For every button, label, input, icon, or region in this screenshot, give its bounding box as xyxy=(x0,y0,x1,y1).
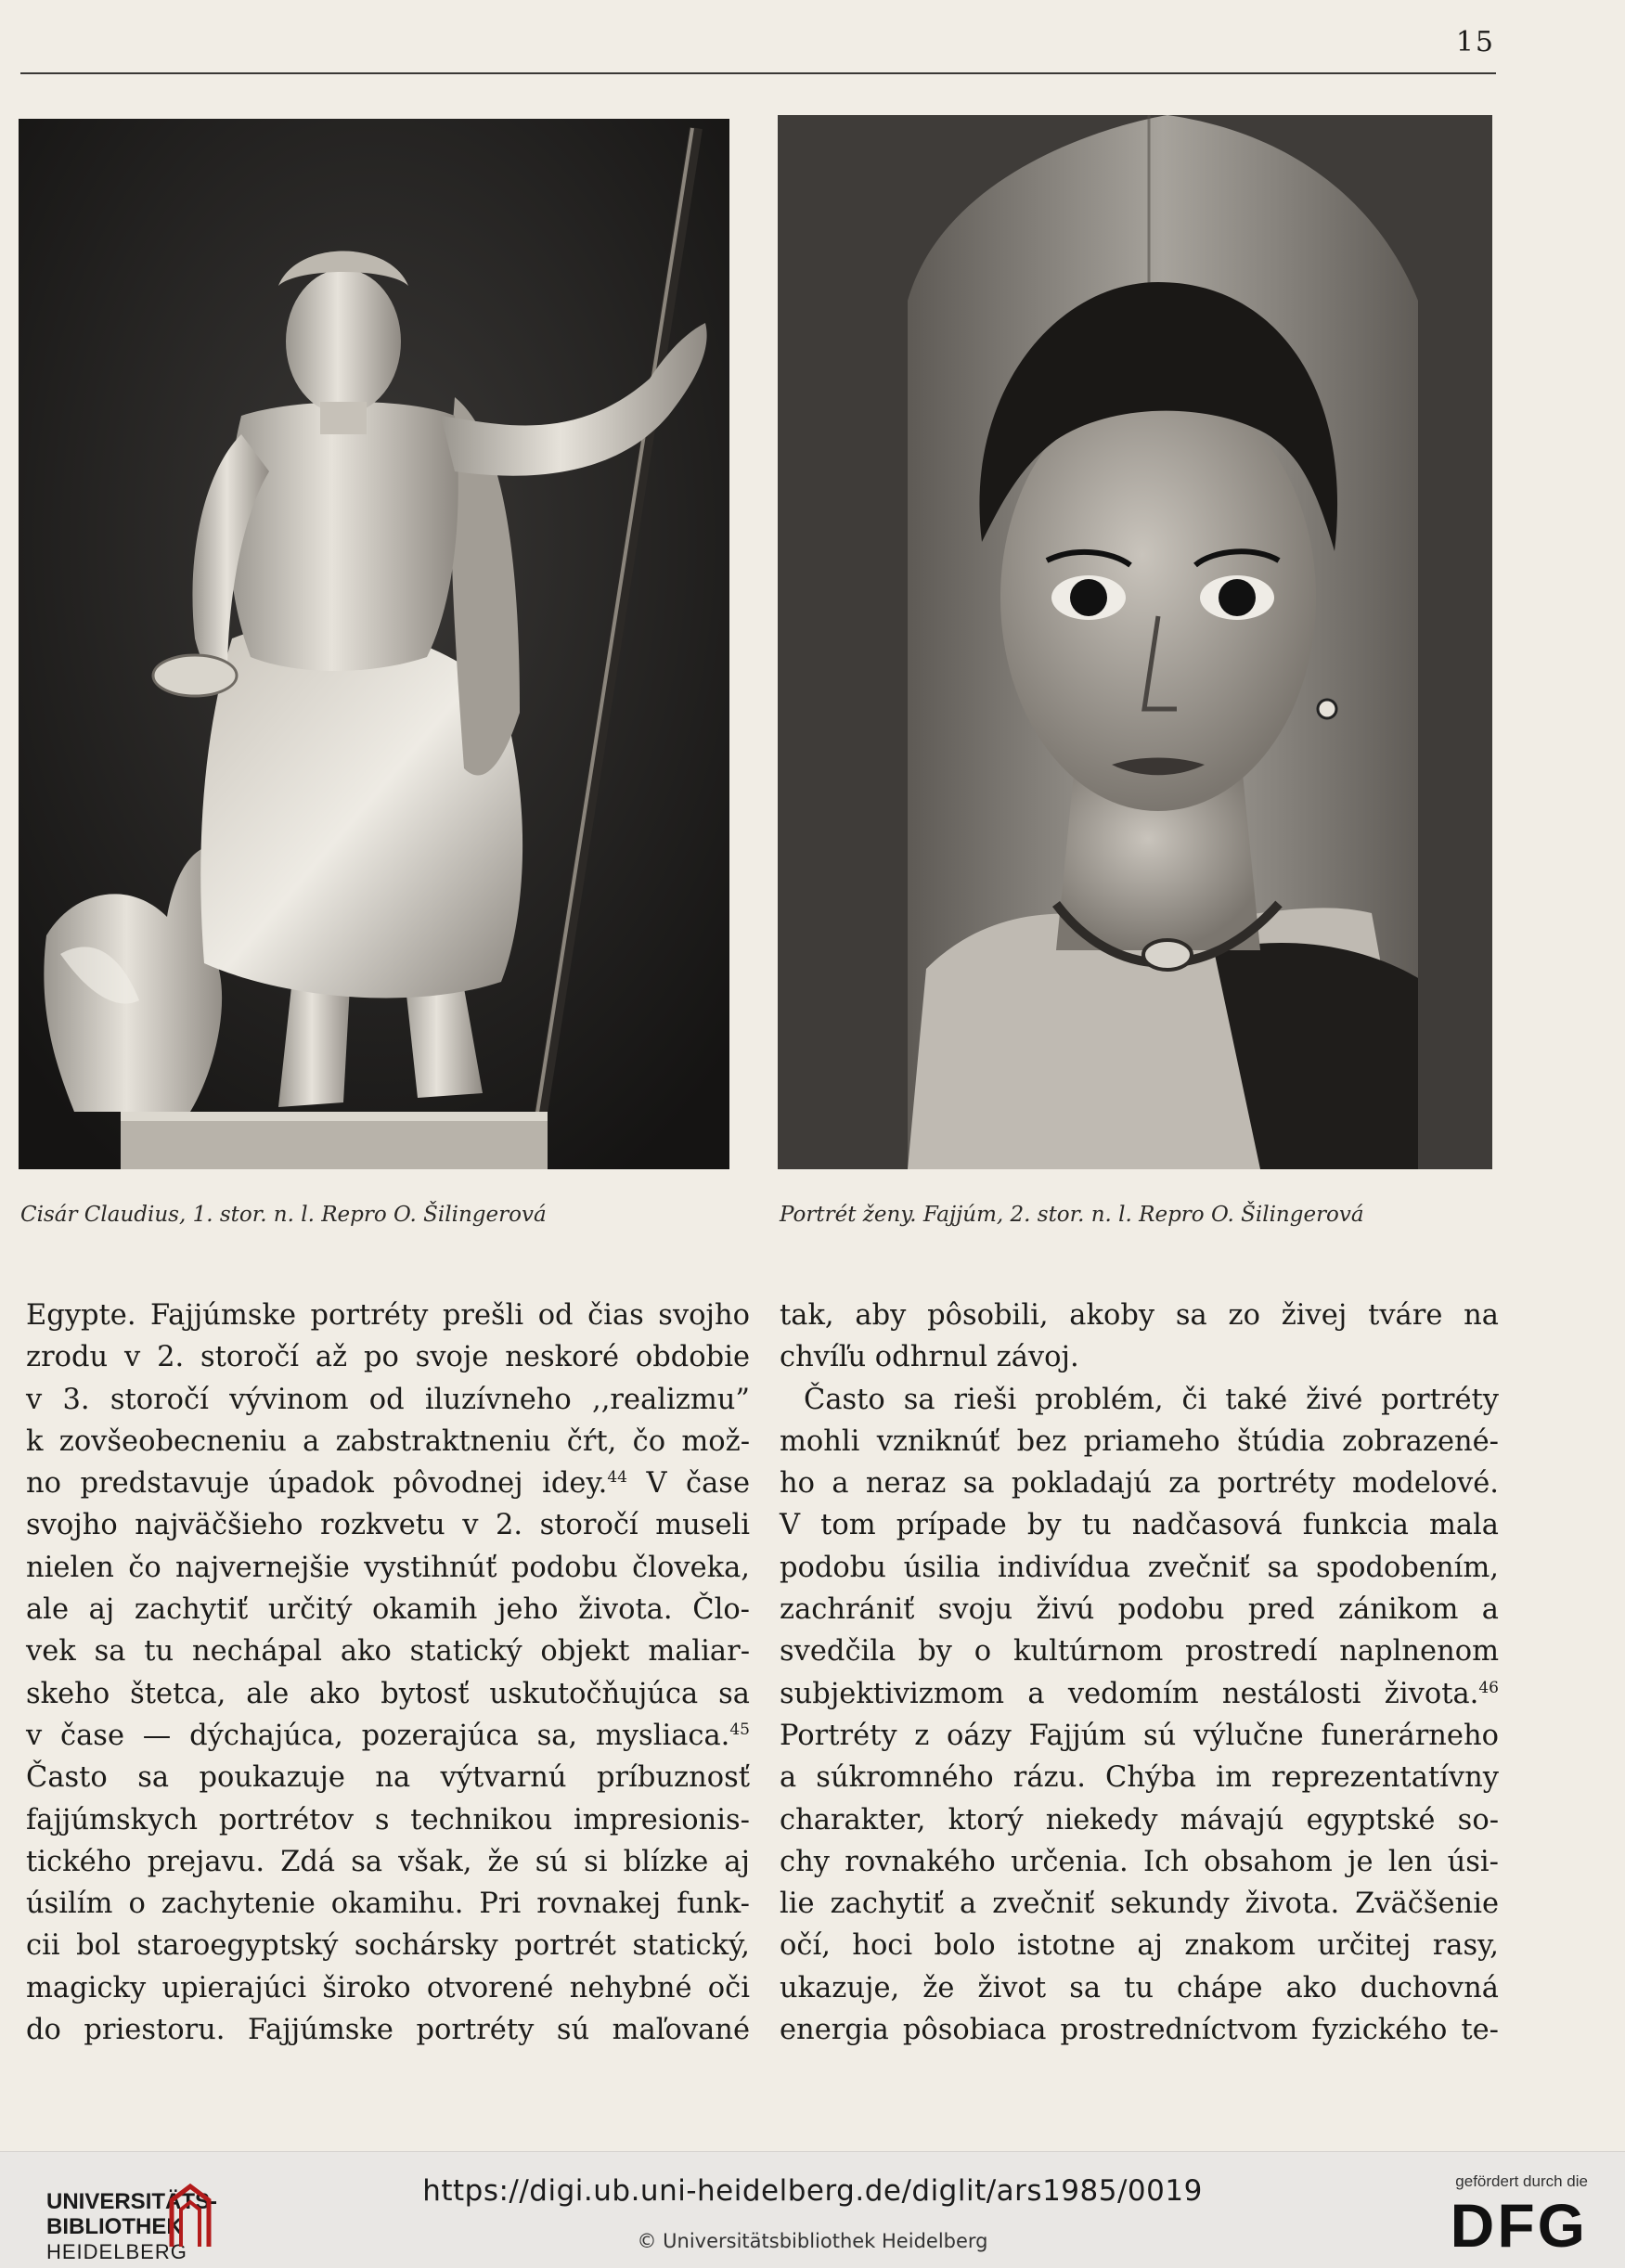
text-line xyxy=(26,1715,750,1757)
line-text: lie zachytiť a zvečniť sekundy života. Zväčšenie xyxy=(780,1888,1499,1921)
text-line xyxy=(26,1463,750,1504)
line-text: zrodu v 2. storočí až po svoje neskoré obdobie xyxy=(26,1341,750,1374)
page-number: 15 xyxy=(1455,26,1495,58)
text-line xyxy=(780,1757,1499,1798)
text-line xyxy=(26,1336,750,1378)
line-text: energia pôsobiaca prostredníctvom fyzického te- xyxy=(780,2014,1499,2047)
caption-fayum-portrait: Portrét ženy. Fajjúm, 2. stor. n. l. Repro O. Šilingerová xyxy=(780,1203,1364,1227)
text-line xyxy=(26,1589,750,1630)
footnote-reference: 45 xyxy=(729,1720,750,1739)
line-text: chvíľu odhrnul závoj. xyxy=(780,1341,1079,1374)
library-name-line1: UNIVERSITÄTS- xyxy=(46,2189,218,2214)
text-line xyxy=(780,2009,1499,2051)
text-line xyxy=(780,1630,1499,1672)
text-line xyxy=(26,1925,750,1966)
line-text: cii bol staroegyptský sochársky portrét statický, xyxy=(26,1929,750,1963)
text-line xyxy=(780,1883,1499,1925)
footnote-reference: 44 xyxy=(607,1468,627,1488)
line-text: k zovšeobecneniu a zabstraktneniu čŕt, čo mož- xyxy=(26,1424,750,1458)
line-text: skeho štetca, ale ako bytosť uskutočňujúca sa xyxy=(26,1677,750,1710)
line-text: tak, aby pôsobili, akoby sa zo živej tváre na xyxy=(780,1299,1499,1332)
line-text: nielen čo najvernejšie vystihnúť podobu človeka, xyxy=(26,1551,750,1584)
line-text: no predstavuje úpadok pôvodnej idey. xyxy=(26,1467,608,1501)
text-line xyxy=(26,1630,750,1672)
line-text: a súkromného rázu. Chýba im reprezentatívny xyxy=(780,1761,1499,1795)
text-line xyxy=(780,1841,1499,1883)
line-text: zachrániť svoju živú podobu pred zánikom a xyxy=(780,1593,1499,1627)
top-rule xyxy=(20,72,1496,74)
text-line xyxy=(780,1967,1499,2009)
line-text: svedčila by o kultúrnom prostredí naplnenom xyxy=(780,1635,1499,1669)
line-text: úsilím o zachytenie okamihu. Pri rovnakej funk- xyxy=(26,1888,750,1921)
line-text: chy rovnakého určenia. Ich obsahom je len úsi- xyxy=(780,1845,1499,1878)
line-text-continued: V čase xyxy=(626,1467,751,1501)
line-text: do priestoru. Fajjúmske portréty sú maľované xyxy=(26,2014,750,2047)
text-column-left xyxy=(26,1295,750,2051)
line-text: mohli vzniknúť bez priameho štúdia zobrazené- xyxy=(780,1424,1499,1458)
photo-claudius-statue xyxy=(19,119,729,1169)
copyright-notice: © Universitätsbibliothek Heidelberg xyxy=(637,2230,988,2252)
text-line xyxy=(780,1715,1499,1757)
text-line xyxy=(780,1589,1499,1630)
text-column-right xyxy=(780,1295,1499,2051)
line-text: V tom prípade by tu nadčasová funkcia mala xyxy=(780,1509,1499,1542)
text-line xyxy=(26,1799,750,1841)
line-text: Portréty z oázy Fajjúm sú výlučne funerárneho xyxy=(780,1719,1499,1752)
text-line xyxy=(26,1967,750,2009)
line-text: tického prejavu. Zdá sa však, že sú si blízke aj xyxy=(26,1845,750,1878)
text-line xyxy=(26,1841,750,1883)
library-name-line3: HEIDELBERG xyxy=(46,2240,187,2263)
line-text: očí, hoci bolo istotne aj znakom určitej rasy, xyxy=(780,1929,1499,1963)
line-text: vek sa tu nechápal ako statický objekt maliar- xyxy=(26,1635,750,1669)
line-text: v 3. storočí vývinom od iluzívneho ,,realizmu” xyxy=(26,1383,750,1416)
text-line xyxy=(780,1336,1499,1378)
funding-label: gefördert durch die xyxy=(1455,2172,1588,2190)
line-text: magicky upierajúci široko otvorené nehybné oči xyxy=(26,1971,750,2004)
text-line xyxy=(780,1673,1499,1715)
text-line xyxy=(26,1757,750,1798)
line-text: Často sa rieši problém, či také živé portréty xyxy=(804,1383,1499,1416)
text-line xyxy=(780,1379,1499,1421)
line-text: fajjúmskych portrétov s technikou impresionis- xyxy=(26,1803,750,1836)
text-line xyxy=(780,1925,1499,1966)
line-text: svojho najväčšieho rozkvetu v 2. storočí museli xyxy=(26,1509,750,1542)
footnote-reference: 46 xyxy=(1478,1678,1499,1697)
caption-claudius: Cisár Claudius, 1. stor. n. l. Repro O. Šilingerová xyxy=(20,1203,547,1227)
text-line xyxy=(26,1504,750,1546)
text-line xyxy=(26,1379,750,1421)
text-line xyxy=(780,1547,1499,1589)
line-text: ho a neraz sa pokladajú za portréty modelové. xyxy=(780,1467,1499,1501)
text-line xyxy=(26,1883,750,1925)
line-text: podobu úsilia indivídua zvečniť sa spodobením, xyxy=(780,1551,1499,1584)
text-line xyxy=(780,1295,1499,1336)
line-text: ukazuje, že život sa tu chápe ako duchovná xyxy=(780,1971,1499,2004)
line-text: subjektivizmom a vedomím nestálosti života. xyxy=(780,1677,1479,1710)
library-name-line2: BIBLIOTHEK xyxy=(46,2214,183,2239)
text-line xyxy=(26,1295,750,1336)
footer-bar xyxy=(0,2151,1625,2268)
text-line xyxy=(26,1547,750,1589)
dfg-logo[interactable]: DFG xyxy=(1450,2191,1588,2260)
text-line xyxy=(26,1421,750,1463)
line-text: v čase — dýchajúca, pozerajúca sa, mysliaca. xyxy=(26,1719,730,1752)
line-text: charakter, ktorý niekedy mávajú egyptské so- xyxy=(780,1803,1499,1836)
line-text: Často sa poukazuje na výtvarnú príbuznosť xyxy=(26,1761,750,1795)
text-line xyxy=(780,1799,1499,1841)
line-text: Egypte. Fajjúmske portréty prešli od čias svojho xyxy=(26,1299,750,1332)
text-line xyxy=(26,1673,750,1715)
text-line xyxy=(780,1504,1499,1546)
text-line xyxy=(780,1463,1499,1504)
line-text: ale aj zachytiť určitý okamih jeho života. Člo- xyxy=(26,1593,750,1627)
text-line xyxy=(26,2009,750,2051)
photo-fayum-portrait xyxy=(778,115,1492,1169)
text-line xyxy=(780,1421,1499,1463)
document-url-link[interactable]: https://digi.ub.uni-heidelberg.de/diglit/ars1985/0019 xyxy=(422,2174,1203,2208)
